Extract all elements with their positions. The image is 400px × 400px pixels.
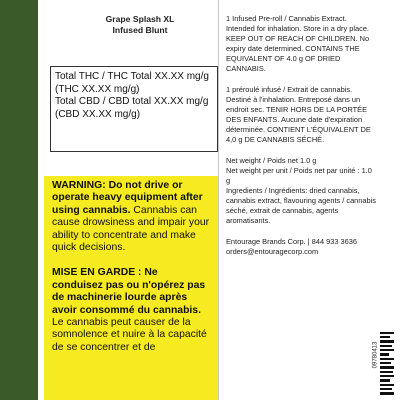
company-email: orders@entouragecorp.com xyxy=(226,247,319,256)
cbd-value: (CBD XX.XX mg/g) xyxy=(55,108,141,120)
warning-english xyxy=(44,176,218,254)
barcode-bar xyxy=(380,371,393,373)
thc-total: Total THC / THC Total XX.XX mg/g xyxy=(55,71,209,82)
info-english: 1 Infused Pre-roll / Cannabis Extract. Intended for inhalation. Store in a dry place. KEEP OUT OF REACH OF CHILDREN. No expiry date determined. CONTAINS THE EQUIVALENT OF 4.0 g OF DRIED CANNABIS. xyxy=(226,14,370,73)
cannabinoid-box xyxy=(50,66,218,152)
net-weight-per-unit: Net weight per unit / Poids net par unité : 1.0 g xyxy=(226,166,372,185)
info-french: 1 préroulé infusé / Extrait de cannabis. Destiné à l'inhalation. Entreposé dans un endroit sec. TENIR HORS DE LA PORTÉE DES ENFANTS. Aucune date d'expiration déterminée. CONTIENT L'ÉQUIVALENT DE 4,0 g DE CANNABIS SÉCHÉ. xyxy=(226,85,371,144)
warning-french-bold: MISE EN GARDE : Ne conduisez pas ou n'opérez pas de machinerie lourde après avoir consommé du cannabis. xyxy=(52,267,206,316)
thc-value: (THC XX.XX mg/g) xyxy=(55,83,140,95)
barcode-number: 09780413 xyxy=(372,341,379,369)
health-warning-box xyxy=(44,176,218,400)
barcode-bar xyxy=(380,366,394,369)
warning-french xyxy=(44,254,218,354)
product-name-line2: Infused Blunt xyxy=(112,25,168,35)
net-weight: Net weight / Poids net 1.0 g xyxy=(226,156,317,165)
barcode-bar xyxy=(380,384,394,386)
barcode-bar xyxy=(380,362,391,364)
warning-french-text: Le cannabis peut causer de la somnolence et nuire à la capacité de se concentrer et de xyxy=(52,317,207,353)
ingredients: Ingredients / Ingrédients: dried cannabis, cannabis extract, flavouring agents / cannabis séché, extrait de cannabis, agents aromatisants. xyxy=(226,186,376,225)
barcode-bar xyxy=(380,388,392,390)
warning-english-text: Cannabis can cause drowsiness and impair your ability to concentrate and make quick decisions. xyxy=(52,204,210,254)
warning-english-bold: WARNING: Do not drive or operate heavy equipment after using cannabis. xyxy=(52,180,203,216)
barcode-bar xyxy=(380,349,394,351)
product-name xyxy=(70,14,210,36)
barcode-bar xyxy=(380,379,390,382)
barcode-bar xyxy=(380,332,394,334)
company-info: Entourage Brands Corp. | 844 933 3636 xyxy=(226,237,357,246)
barcode-bar xyxy=(380,345,392,347)
barcode-bar xyxy=(380,336,390,338)
green-side-band xyxy=(0,0,38,400)
info-column xyxy=(226,14,376,257)
barcode-bar xyxy=(380,392,394,395)
barcode xyxy=(380,330,396,400)
barcode-bar xyxy=(380,353,389,356)
barcode-bar xyxy=(380,375,394,377)
cbd-total: Total CBD / CBD total XX.XX mg/g xyxy=(55,96,209,107)
column-divider xyxy=(218,0,219,400)
product-name-line1: Grape Splash XL xyxy=(105,14,175,24)
barcode-bar xyxy=(380,358,394,360)
barcode-bar xyxy=(380,340,394,343)
